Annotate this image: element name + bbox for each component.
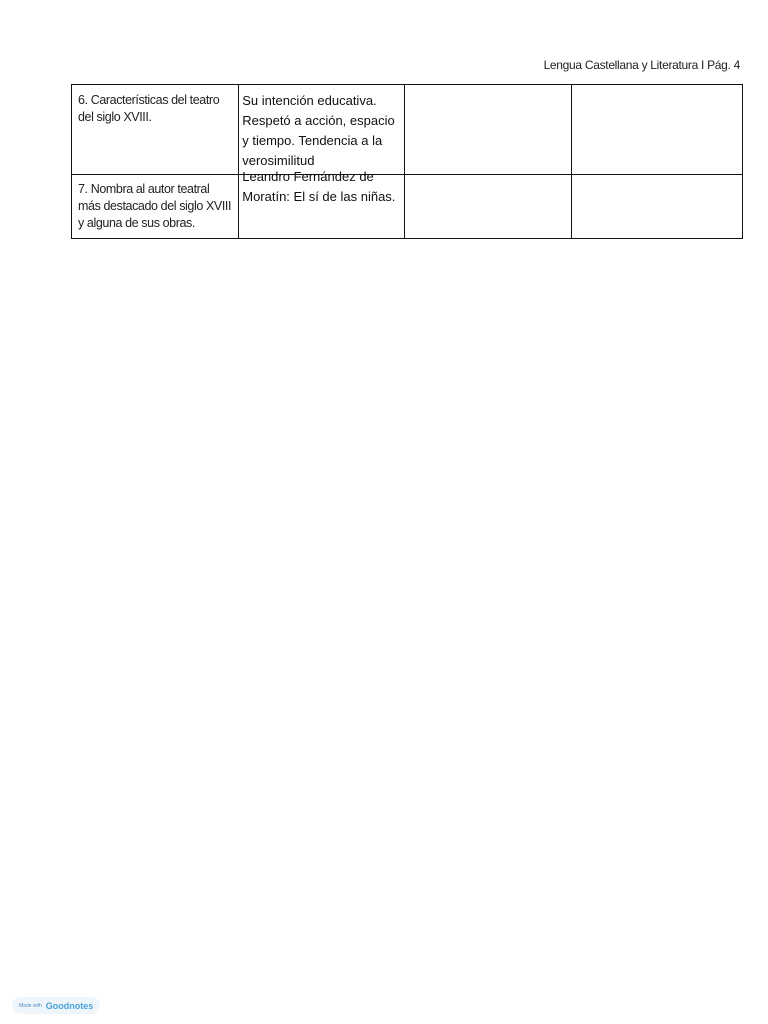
empty-cell[interactable] [571, 175, 742, 239]
table-row [72, 175, 743, 239]
answer-cell[interactable] [239, 85, 405, 175]
answer-cell[interactable] [239, 169, 405, 239]
answer-text: Su intención educativa. Respetó a acción, espacio y tiempo. Tendencia a la verosimilitud [242, 93, 395, 168]
goodnotes-badge [12, 997, 100, 1014]
question-text: 7. Nombra al autor teatral más destacado del siglo XVIII y alguna de sus obras. [78, 182, 232, 230]
table-row [72, 85, 743, 175]
page-header: Lengua Castellana y Literatura I Pág. 4 [543, 58, 740, 72]
question-cell [72, 175, 239, 239]
question-cell [72, 85, 239, 175]
badge-brand: Goodnotes [45, 1000, 94, 1011]
badge-made-with: Made with [19, 1002, 42, 1009]
empty-cell[interactable] [405, 85, 571, 175]
empty-cell[interactable] [405, 175, 571, 239]
empty-cell[interactable] [571, 85, 742, 175]
answer-text: Leandro Fernández de Moratín: El sí de las niñas. [242, 169, 396, 204]
answer-table [71, 84, 743, 239]
question-text: 6. Características del teatro del siglo XVIII. [78, 93, 220, 124]
